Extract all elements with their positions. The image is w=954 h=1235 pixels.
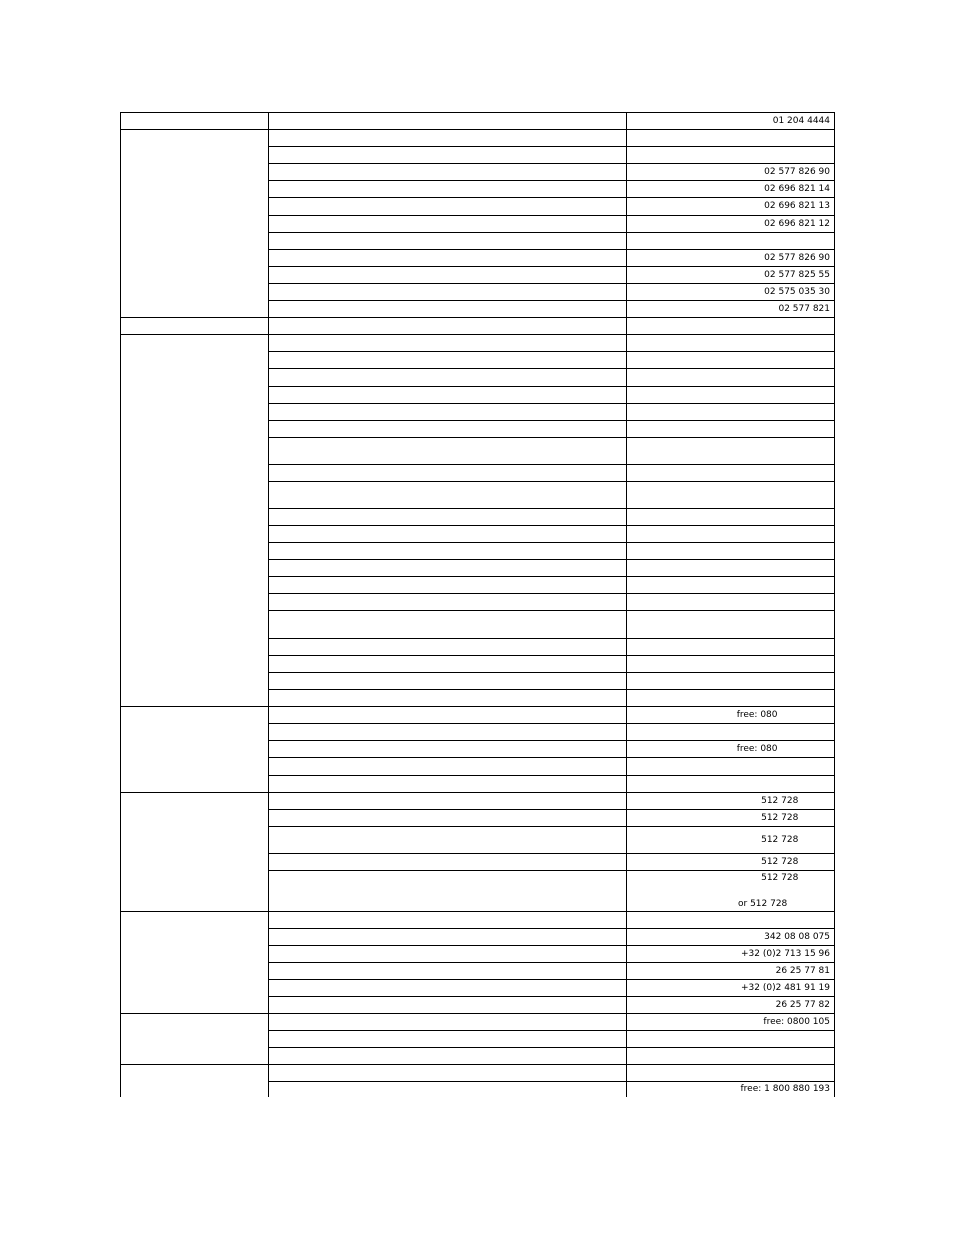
- phone-number: +32 (0)2 481 91 19: [741, 982, 830, 993]
- service-cell: [268, 576, 627, 594]
- service-cell: [268, 996, 627, 1014]
- service-cell: [268, 757, 627, 776]
- service-cell: [268, 232, 627, 250]
- service-cell: [268, 197, 627, 216]
- service-cell: [268, 809, 627, 827]
- phone-cell: [626, 146, 835, 164]
- phone-cell: [626, 1030, 835, 1048]
- service-cell: [268, 672, 627, 690]
- phone-cell: [626, 232, 835, 250]
- service-cell: [268, 911, 627, 929]
- phone-cell: [626, 723, 835, 741]
- service-cell: [268, 249, 627, 267]
- phone-number: 512 728: [761, 873, 799, 883]
- service-cell: [268, 559, 627, 577]
- service-cell: [268, 655, 627, 673]
- phone-cell: [626, 283, 835, 301]
- phone-cell: [626, 266, 835, 284]
- phone-cell: [626, 559, 835, 577]
- service-cell: [268, 351, 627, 369]
- country-group-cell: [120, 334, 269, 707]
- phone-number: 01 204 4444: [772, 115, 830, 126]
- phone-cell: [626, 215, 835, 233]
- service-cell: [268, 386, 627, 404]
- phone-cell: [626, 576, 835, 594]
- phone-cell: [626, 249, 835, 267]
- phone-cell: [626, 334, 835, 352]
- phone-cell: [626, 112, 835, 130]
- service-cell: [268, 962, 627, 980]
- phone-cell: [626, 163, 835, 181]
- country-group-cell: [120, 129, 269, 318]
- phone-number: 02 575 035 30: [764, 286, 830, 297]
- phone-cell: [626, 809, 835, 827]
- phone-cell: [626, 437, 835, 465]
- service-cell: [268, 593, 627, 611]
- phone-number: 342 08 08 075: [764, 931, 830, 942]
- service-cell: [268, 853, 627, 871]
- service-cell: [268, 300, 627, 318]
- service-cell: [268, 689, 627, 707]
- phone-cell: [626, 1081, 835, 1097]
- service-cell: [268, 368, 627, 387]
- phone-cell: [626, 542, 835, 560]
- country-group-cell: [120, 706, 269, 793]
- phone-cell: [626, 508, 835, 526]
- service-cell: [268, 706, 627, 724]
- phone-number: 02 696 821 14: [764, 183, 830, 194]
- service-cell: [268, 979, 627, 997]
- phone-number: 512 728: [761, 834, 799, 845]
- country-group-cell: [120, 317, 269, 335]
- service-cell: [268, 1064, 627, 1082]
- phone-number: free: 0800 105: [763, 1016, 830, 1027]
- phone-cell: [626, 706, 835, 724]
- country-group-cell: [120, 1064, 269, 1097]
- phone-cell: [626, 757, 835, 776]
- phone-cell: [626, 979, 835, 997]
- service-cell: [268, 464, 627, 482]
- service-cell: [268, 112, 627, 130]
- service-cell: [268, 420, 627, 438]
- phone-cell: [626, 593, 835, 611]
- phone-cell: [626, 792, 835, 810]
- phone-number: 512 728: [761, 795, 799, 806]
- phone-number: 512 728: [761, 812, 799, 823]
- phone-number: +32 (0)2 713 15 96: [741, 948, 830, 959]
- service-cell: [268, 334, 627, 352]
- phone-number: 02 577 826 90: [764, 252, 830, 263]
- phone-cell: [626, 911, 835, 929]
- phone-number: or 512 728: [738, 899, 788, 909]
- service-cell: [268, 1081, 627, 1097]
- service-cell: [268, 870, 627, 912]
- service-cell: [268, 146, 627, 164]
- phone-cell: [626, 775, 835, 793]
- service-cell: [268, 129, 627, 147]
- phone-number: 02 696 821 13: [764, 201, 830, 211]
- service-cell: [268, 1013, 627, 1031]
- phone-cell: [626, 672, 835, 690]
- service-cell: [268, 542, 627, 560]
- phone-cell: [626, 525, 835, 543]
- service-cell: [268, 723, 627, 741]
- phone-cell: [626, 1013, 835, 1031]
- service-cell: [268, 928, 627, 946]
- country-group-cell: [120, 911, 269, 1014]
- service-cell: [268, 180, 627, 198]
- phone-cell: [626, 180, 835, 198]
- service-cell: [268, 403, 627, 421]
- country-group-cell: [120, 1013, 269, 1065]
- phone-number: free: 1 800 880 193: [740, 1083, 830, 1094]
- phone-cell: [626, 655, 835, 673]
- country-group-cell: [120, 112, 269, 130]
- phone-cell: [626, 853, 835, 871]
- phone-cell: [626, 386, 835, 404]
- phone-cell: [626, 420, 835, 438]
- phone-cell: [626, 945, 835, 963]
- phone-number: 02 577 821: [778, 303, 830, 314]
- phone-number: 512 728: [761, 856, 799, 867]
- phone-cell: [626, 928, 835, 946]
- phone-cell: [626, 996, 835, 1014]
- phone-cell: [626, 129, 835, 147]
- service-cell: [268, 610, 627, 639]
- phone-cell: [626, 962, 835, 980]
- phone-number: 02 577 826 90: [764, 166, 830, 177]
- service-cell: [268, 792, 627, 810]
- service-cell: [268, 508, 627, 526]
- service-cell: [268, 826, 627, 854]
- phone-cell: [626, 1064, 835, 1082]
- phone-cell: [626, 638, 835, 656]
- service-cell: [268, 638, 627, 656]
- phone-cell: [626, 689, 835, 707]
- phone-cell: [626, 870, 835, 912]
- service-cell: [268, 1047, 627, 1065]
- service-cell: [268, 1030, 627, 1048]
- service-cell: [268, 740, 627, 758]
- phone-number: 02 577 825 55: [764, 269, 830, 280]
- phone-cell: [626, 464, 835, 482]
- phone-cell: [626, 1047, 835, 1065]
- phone-cell: [626, 403, 835, 421]
- service-cell: [268, 525, 627, 543]
- service-cell: [268, 481, 627, 509]
- phone-cell: [626, 351, 835, 369]
- country-group-cell: [120, 792, 269, 912]
- service-cell: [268, 775, 627, 793]
- service-cell: [268, 317, 627, 335]
- phone-number: 26 25 77 81: [775, 965, 830, 976]
- phone-number: free: 080: [736, 743, 778, 754]
- phone-number: 02 696 821 12: [764, 218, 830, 229]
- phone-cell: [626, 300, 835, 318]
- phone-number: 26 25 77 82: [775, 999, 830, 1010]
- phone-cell: [626, 481, 835, 509]
- service-cell: [268, 266, 627, 284]
- phone-cell: [626, 317, 835, 335]
- service-cell: [268, 283, 627, 301]
- phone-number: free: 080: [736, 709, 778, 720]
- service-cell: [268, 437, 627, 465]
- phone-cell: [626, 368, 835, 387]
- phone-cell: [626, 610, 835, 639]
- service-cell: [268, 945, 627, 963]
- service-cell: [268, 163, 627, 181]
- phone-cell: [626, 197, 835, 216]
- phone-cell: [626, 826, 835, 854]
- service-cell: [268, 215, 627, 233]
- phone-cell: [626, 740, 835, 758]
